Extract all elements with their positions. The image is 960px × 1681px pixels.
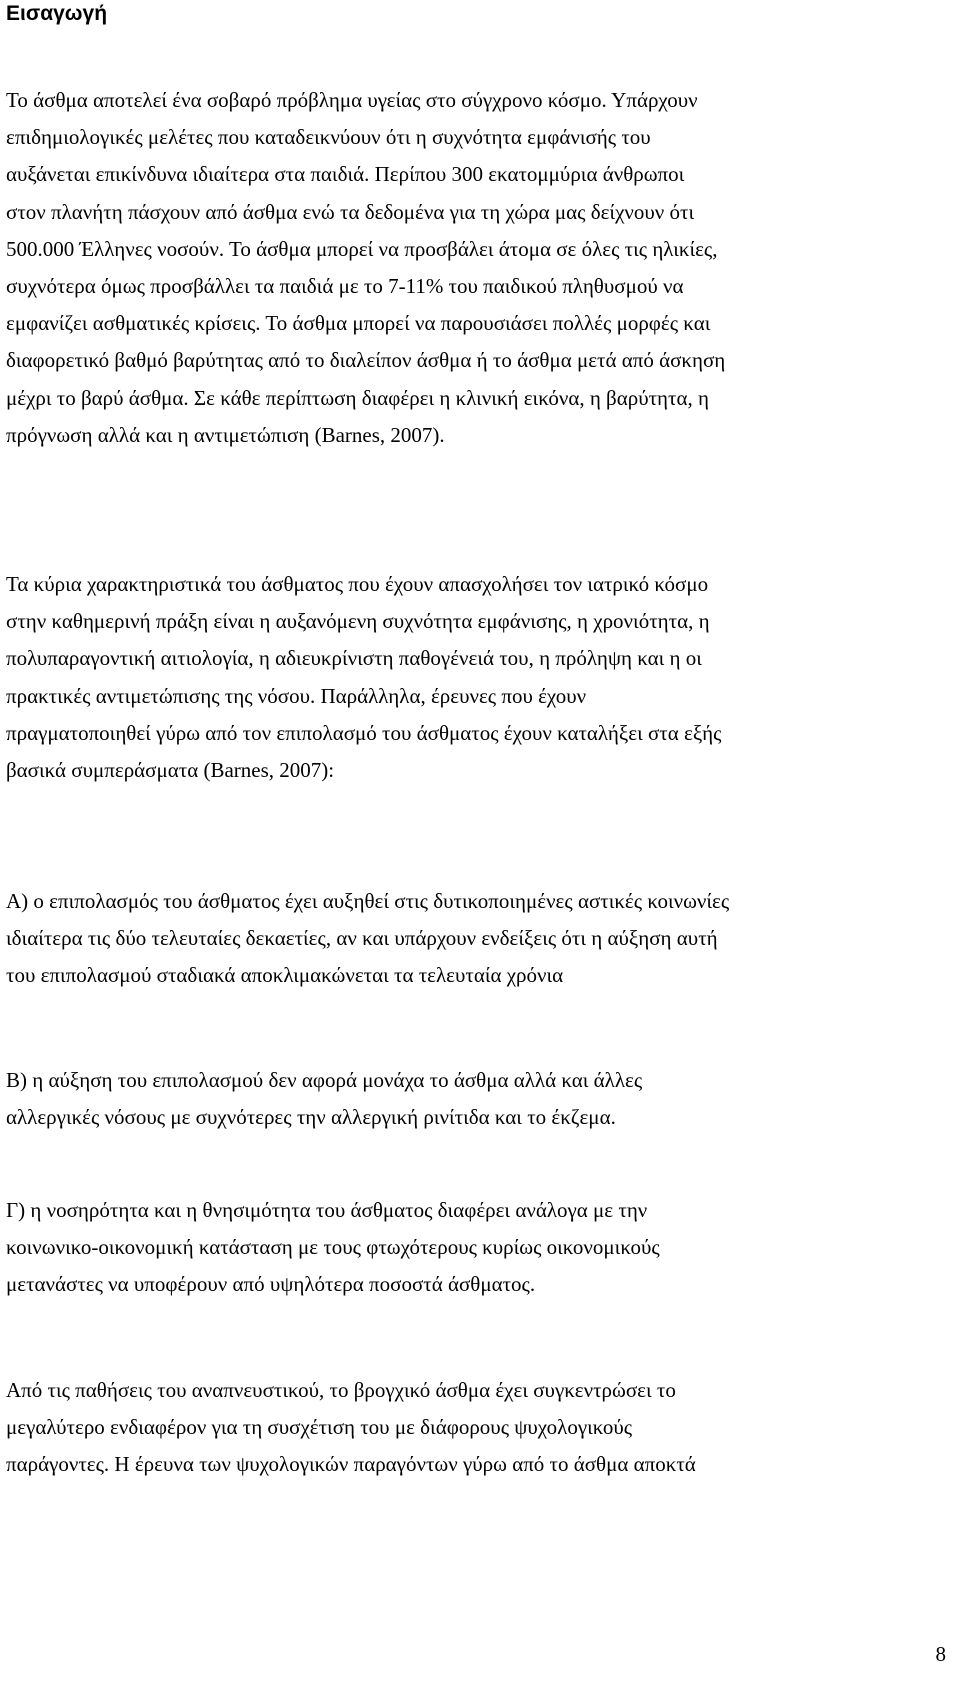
text-line: του επιπολασμού σταδιακά αποκλιμακώνεται τα τελευταία χρόνια <box>6 963 564 988</box>
paragraph-intro <box>6 82 956 454</box>
text-line: πραγματοποιηθεί γύρω από τον επιπολασμό του άσθματος έχουν καταλήξει στα εξής <box>6 720 722 745</box>
text-line: μετανάστες να υποφέρουν από υψηλότερα ποσοστά άσθματος. <box>6 1272 536 1297</box>
text-line: συχνότερα όμως προσβάλλει τα παιδιά με το 7-11% του παιδικού πληθυσμού να <box>6 274 684 299</box>
text-line: κοινωνικο-οικονομική κατάσταση με τους φτωχότερους κυρίως οικονομικούς <box>6 1235 660 1260</box>
text-line: πρακτικές αντιμετώπισης της νόσου. Παράλληλα, έρευνες που έχουν <box>6 683 587 708</box>
text-line: Τα κύρια χαρακτηριστικά του άσθματος που έχουν απασχολήσει τον ιατρικό κόσμο <box>6 572 709 596</box>
text-line: 500.000 Έλληνες νοσούν. Το άσθμα μπορεί να προσβάλει άτομα σε όλες τις ηλικίες, <box>6 236 718 261</box>
text-line: Γ) η νοσηρότητα και η θνησιμότητα του άσθματος διαφέρει ανάλογα με την <box>6 1198 648 1222</box>
text-line: ιδιαίτερα τις δύο τελευταίες δεκαετίες, αν και υπάρχουν ενδείξεις ότι η αύξηση αυτή <box>6 926 718 951</box>
text-line: στον πλανήτη πάσχουν από άσθμα ενώ τα δεδομένα για τη χώρα μας δείχνουν ότι <box>6 199 695 224</box>
text-line: στην καθημερινή πράξη είναι η αυξανόμενη συχνότητα εμφάνισης, η χρονιότητα, η <box>6 609 710 634</box>
page-number: 8 <box>935 1642 946 1666</box>
text-line: Από τις παθήσεις του αναπνευστικού, το βρογχικό άσθμα έχει συγκεντρώσει το <box>6 1378 676 1402</box>
text-line: Β) η αύξηση του επιπολασμού δεν αφορά μονάχα το άσθμα αλλά και άλλες <box>6 1068 643 1092</box>
paragraph-point-a <box>6 883 956 995</box>
section-heading: Εισαγωγή <box>6 2 108 25</box>
text-line: Το άσθμα αποτελεί ένα σοβαρό πρόβλημα υγείας στο σύγχρονο κόσμο. Υπάρχουν <box>6 88 698 112</box>
text-line: μέχρι το βαρύ άσθμα. Σε κάθε περίπτωση διαφέρει η κλινική εικόνα, η βαρύτητα, η <box>6 385 709 410</box>
paragraph-point-c <box>6 1192 956 1304</box>
text-line: μεγαλύτερο ενδιαφέρον για τη συσχέτιση του με διάφορους ψυχολογικούς <box>6 1415 633 1440</box>
paragraph-point-b <box>6 1062 956 1136</box>
paragraph-psychological <box>6 1372 956 1484</box>
text-line: Α) ο επιπολασμός του άσθματος έχει αυξηθεί στις δυτικοποιημένες αστικές κοινωνίες <box>6 889 730 913</box>
text-line: αυξάνεται επικίνδυνα ιδιαίτερα στα παιδιά. Περίπου 300 εκατομμύρια άνθρωποι <box>6 162 685 187</box>
text-line: πρόγνωση αλλά και η αντιμετώπιση (Barnes, 2007). <box>6 422 445 447</box>
text-line: βασικά συμπεράσματα (Barnes, 2007): <box>6 758 335 783</box>
text-line: αλλεργικές νόσους με συχνότερες την αλλεργική ρινίτιδα και το έκζεμα. <box>6 1105 616 1130</box>
text-line: διαφορετικό βαθμό βαρύτητας από το διαλείπον άσθμα ή το άσθμα μετά από άσκηση <box>6 348 726 373</box>
text-line: εμφανίζει ασθματικές κρίσεις. Το άσθμα μπορεί να παρουσιάσει πολλές μορφές και <box>6 311 711 336</box>
text-line: πολυπαραγοντική αιτιολογία, η αδιευκρίνιστη παθογένειά του, η πρόληψη και η οι <box>6 646 702 671</box>
text-line: παράγοντες. Η έρευνα των ψυχολογικών παραγόντων γύρω από το άσθμα αποκτά <box>6 1452 696 1477</box>
paragraph-characteristics <box>6 566 956 789</box>
text-line: επιδημιολογικές μελέτες που καταδεικνύουν ότι η συχνότητα εμφάνισής του <box>6 125 651 150</box>
